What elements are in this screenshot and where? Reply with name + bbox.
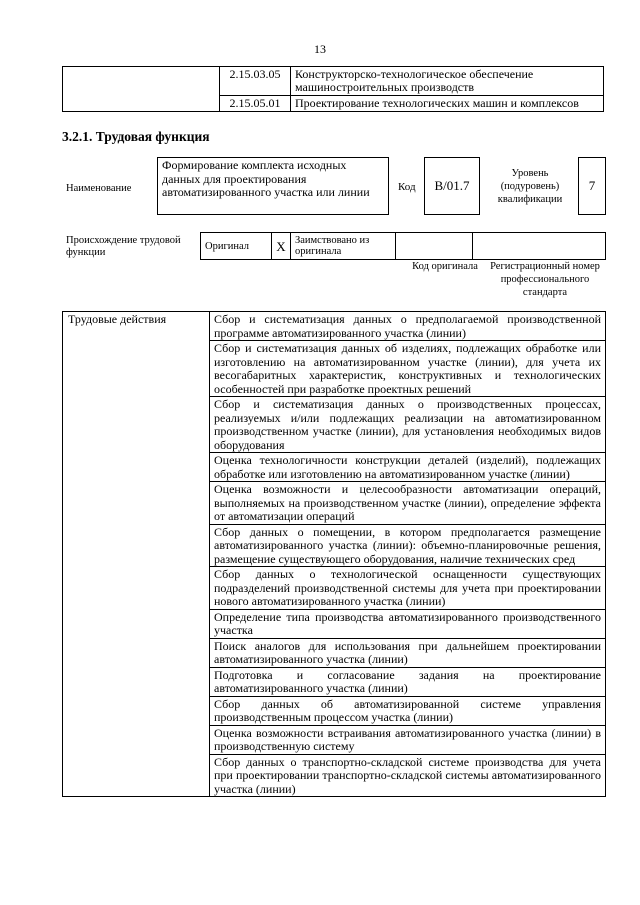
specialty-name: Конструкторско-технологическое обеспечение машиностроительных производств <box>291 67 604 96</box>
specialty-name: Проектирование технологических машин и комплексов <box>291 96 604 112</box>
labor-actions-label: Трудовые действия <box>63 312 210 797</box>
education-codes-table <box>62 66 604 112</box>
specialty-code: 2.15.03.05 <box>220 67 291 96</box>
labor-actions-table <box>62 311 606 797</box>
labor-action-item: Сбор данных о технологической оснащенности существующих подразделений производственной системы для учета при проектировании нового автоматизированного участка (линии) <box>210 567 606 610</box>
table-row <box>63 67 604 96</box>
labor-action-item: Сбор данных о транспортно-складской системе производства для учета при проектировании транспортно-складской системы автоматизированного участка (линии) <box>210 754 606 797</box>
labor-action-item: Определение типа производства автоматизированного производственного участка <box>210 609 606 638</box>
labor-action-item: Сбор данных об автоматизированной системе управления производственным процессом участка (линии) <box>210 696 606 725</box>
origin-label: Происхождение трудовой функции <box>66 235 181 258</box>
labor-action-item: Сбор и систематизация данных о производственных процессах, реализуемых и/или подлежащих реализации на автоматизированном производственном участке (линии), для установления необходимых видов оборудования <box>210 397 606 453</box>
function-name: Формирование комплекта исходных данных для проектирования автоматизированного участка или линии <box>157 157 389 215</box>
labor-action-item: Сбор данных о помещении, в котором предполагается размещение автоматизированного участка (линии): объемно-планировочные решения, размещение существующего оборудования, наличие технических сред <box>210 524 606 567</box>
code-caption: Код оригинала <box>412 261 478 272</box>
original-mark: X <box>272 233 291 260</box>
table-row <box>201 233 606 260</box>
function-code: B/01.7 <box>424 157 480 215</box>
registration-number-cell <box>473 233 606 260</box>
reg-caption: Регистрационный номер профессионального стандарта <box>490 261 600 298</box>
level-label: Уровень (подуровень) квалификации <box>497 168 563 205</box>
page-number: 13 <box>314 42 326 56</box>
code-label: Код <box>398 181 416 193</box>
labor-action-item: Подготовка и согласование задания на проектирование автоматизированного участка (линии) <box>210 667 606 696</box>
table-row <box>63 312 606 341</box>
original-code-cell <box>396 233 473 260</box>
labor-action-item: Поиск аналогов для использования при дальнейшем проектировании автоматизированного участка (линии) <box>210 638 606 667</box>
labor-action-item: Оценка возможности и целесообразности автоматизации операций, выполняемых на производственном участке (линии), определение эффекта от автоматизации операций <box>210 482 606 525</box>
name-label: Наименование <box>66 183 132 194</box>
section-title: 3.2.1. Трудовая функция <box>62 129 210 144</box>
original-label: Оригинал <box>201 233 272 260</box>
origin-table <box>200 232 606 260</box>
borrowed-label: Заимствовано из оригинала <box>291 233 396 260</box>
labor-action-item: Сбор и систематизация данных об изделиях, подлежащих обработке или изготовлению на автоматизированном участке (линии), для учета их весогабаритных характеристик, конструктивных и технологических особенностей при разработке проектных решений <box>210 341 606 397</box>
specialty-code: 2.15.05.01 <box>220 96 291 112</box>
labor-action-item: Оценка технологичности конструкции деталей (изделий), подлежащих обработке или изготовлению на автоматизированном участке (линии) <box>210 453 606 482</box>
labor-action-item: Оценка возможности встраивания автоматизированного участка (линии) в производственную систему <box>210 725 606 754</box>
labor-action-item: Сбор и систематизация данных о предполагаемой производственной программе автоматизированного участка (линии) <box>210 312 606 341</box>
empty-cell <box>63 67 220 112</box>
qualification-level: 7 <box>578 157 606 215</box>
